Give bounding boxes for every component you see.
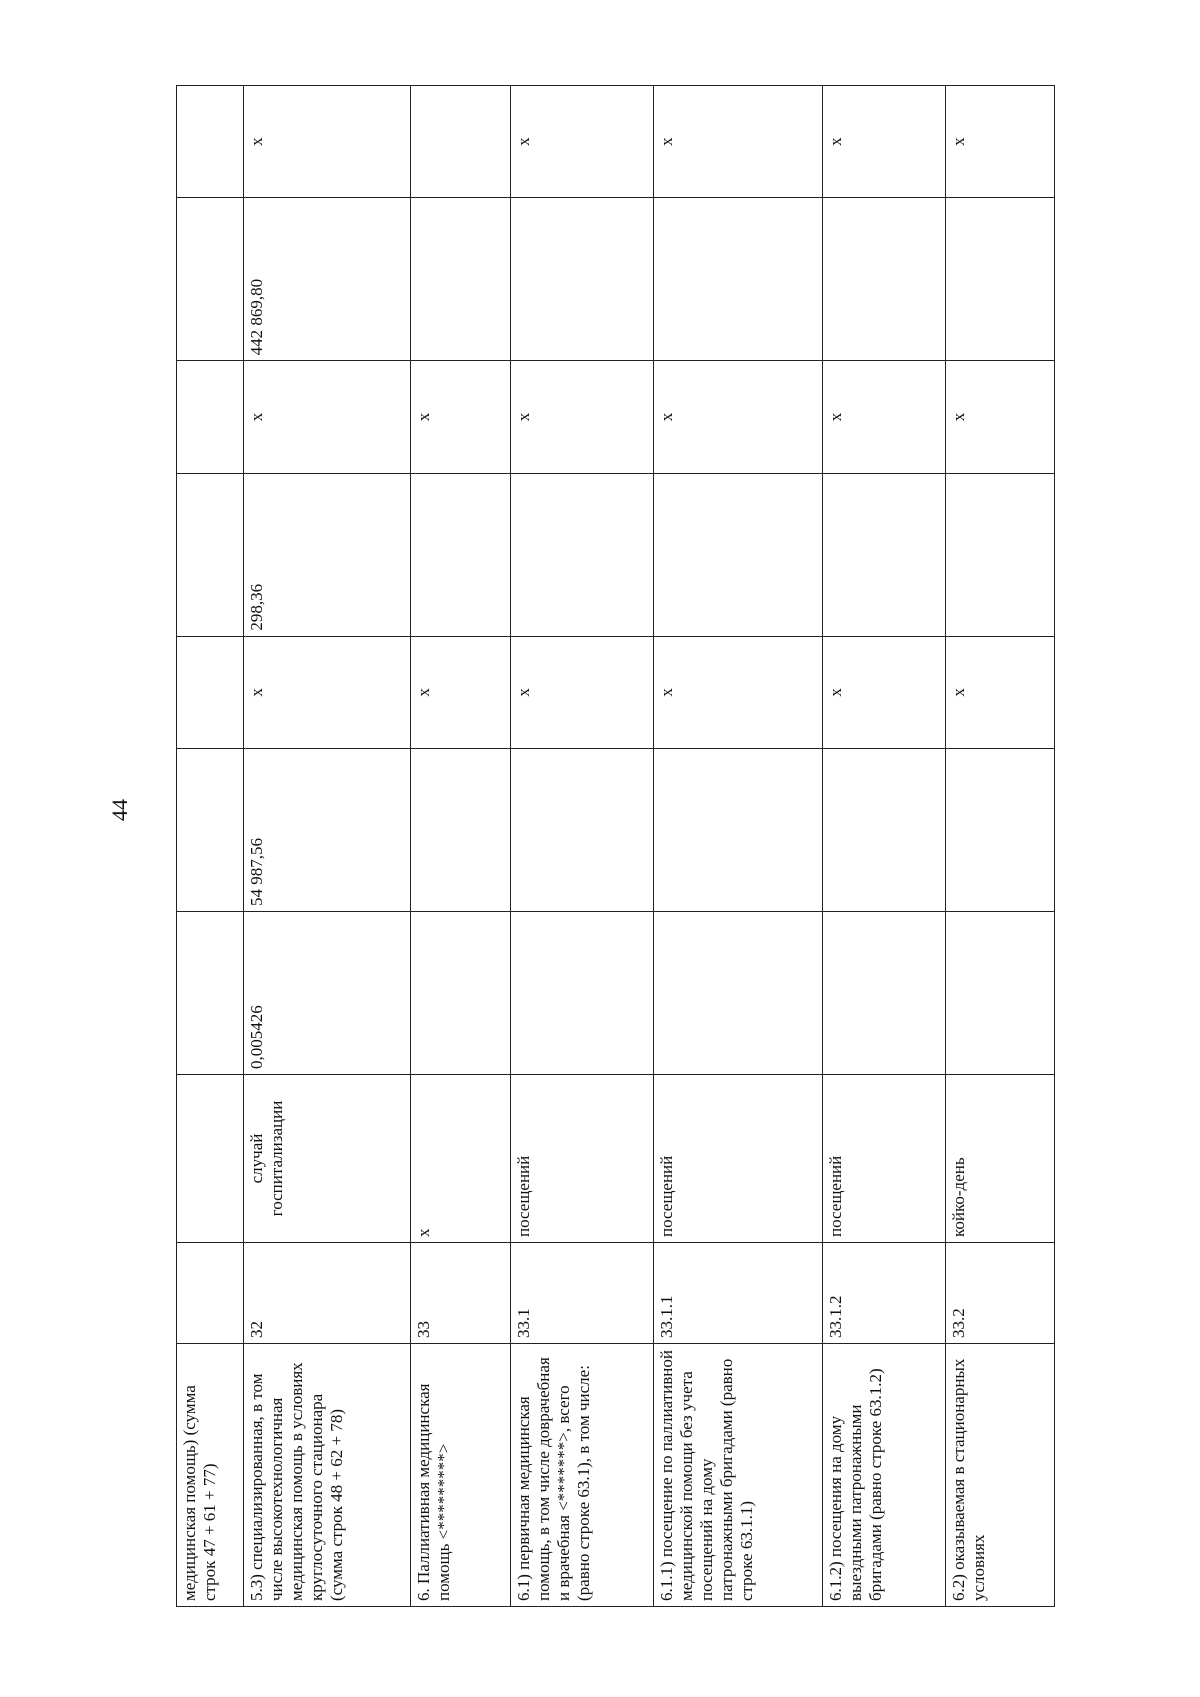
row-number: 33: [411, 1243, 511, 1344]
cell-value: 298,36: [244, 473, 411, 636]
cell-value: x: [823, 636, 946, 748]
cell-value: [411, 86, 511, 198]
cell-value: x: [654, 361, 823, 473]
row-name: 6.1) первичная медицинская помощь, в том числе доврачебная и врачебная <*******>, всего (равно строке 63.1), в том числе:: [511, 1344, 654, 1607]
row-unit: [177, 1075, 244, 1243]
cell-value: [177, 86, 244, 198]
cell-value: x: [511, 636, 654, 748]
cell-value: [654, 912, 823, 1075]
cell-value: 54 987,56: [244, 749, 411, 912]
cell-value: [946, 198, 1055, 361]
cell-value: x: [946, 86, 1055, 198]
row-name: 6. Паллиативная медицинская помощь <*********>: [411, 1344, 511, 1607]
cell-value: x: [511, 86, 654, 198]
cell-value: [946, 749, 1055, 912]
cell-value: x: [654, 86, 823, 198]
row-name: 6.1.2) посещения на дому выездными патронажными бригадами (равно строке 63.1.2): [823, 1344, 946, 1607]
row-unit: посещений: [823, 1075, 946, 1243]
cell-value: x: [823, 361, 946, 473]
cell-value: [511, 749, 654, 912]
cell-value: [411, 198, 511, 361]
cell-value: [511, 473, 654, 636]
page-number: 44: [107, 799, 132, 821]
cell-value: [654, 473, 823, 636]
data-table: [176, 85, 1055, 1607]
cell-value: [411, 473, 511, 636]
cell-value: x: [411, 361, 511, 473]
row-number: 33.2: [946, 1243, 1055, 1344]
cell-value: x: [823, 86, 946, 198]
cell-value: x: [244, 361, 411, 473]
row-name: медицинская помощь) (сумма строк 47 + 61 + 77): [177, 1344, 244, 1607]
cell-value: [823, 749, 946, 912]
cell-value: [177, 636, 244, 748]
table-row: [177, 86, 244, 1607]
rotated-table-container: [176, 85, 1040, 1607]
cell-value: 0,005426: [244, 912, 411, 1075]
table-row: [244, 86, 411, 1607]
row-unit: случай госпитализации: [244, 1075, 411, 1243]
table-row: [654, 86, 823, 1607]
cell-value: [411, 912, 511, 1075]
cell-value: [177, 361, 244, 473]
cell-value: 442 869,80: [244, 198, 411, 361]
table-row: [411, 86, 511, 1607]
row-unit: койко-день: [946, 1075, 1055, 1243]
cell-value: [177, 912, 244, 1075]
cell-value: [654, 749, 823, 912]
row-name: 5.3) специализированная, в том числе высокотехнологичная медицинская помощь в условиях круглосуточного стационара (сумма строк 48 + 62 + 78): [244, 1344, 411, 1607]
row-number: 32: [244, 1243, 411, 1344]
cell-value: [177, 749, 244, 912]
row-name: 6.2) оказываемая в стационарных условиях: [946, 1344, 1055, 1607]
cell-value: [823, 198, 946, 361]
table-row: [511, 86, 654, 1607]
table-row: [823, 86, 946, 1607]
cell-value: x: [946, 636, 1055, 748]
table-row: [946, 86, 1055, 1607]
row-number: [177, 1243, 244, 1344]
cell-value: x: [654, 636, 823, 748]
cell-value: [511, 912, 654, 1075]
cell-value: [946, 912, 1055, 1075]
row-name: 6.1.1) посещение по паллиативной медицинской помощи без учета посещений на дому патронажными бригадами (равно строке 63.1.1): [654, 1344, 823, 1607]
cell-value: [823, 473, 946, 636]
cell-value: [511, 198, 654, 361]
cell-value: [177, 198, 244, 361]
cell-value: x: [946, 361, 1055, 473]
cell-value: x: [244, 636, 411, 748]
cell-value: x: [411, 636, 511, 748]
row-number: 33.1.2: [823, 1243, 946, 1344]
cell-value: [654, 198, 823, 361]
row-number: 33.1: [511, 1243, 654, 1344]
cell-value: [411, 749, 511, 912]
row-unit: посещений: [511, 1075, 654, 1243]
row-number: 33.1.1: [654, 1243, 823, 1344]
cell-value: [823, 912, 946, 1075]
row-unit: x: [411, 1075, 511, 1243]
cell-value: x: [511, 361, 654, 473]
row-unit: посещений: [654, 1075, 823, 1243]
cell-value: [946, 473, 1055, 636]
cell-value: [177, 473, 244, 636]
cell-value: x: [244, 86, 411, 198]
